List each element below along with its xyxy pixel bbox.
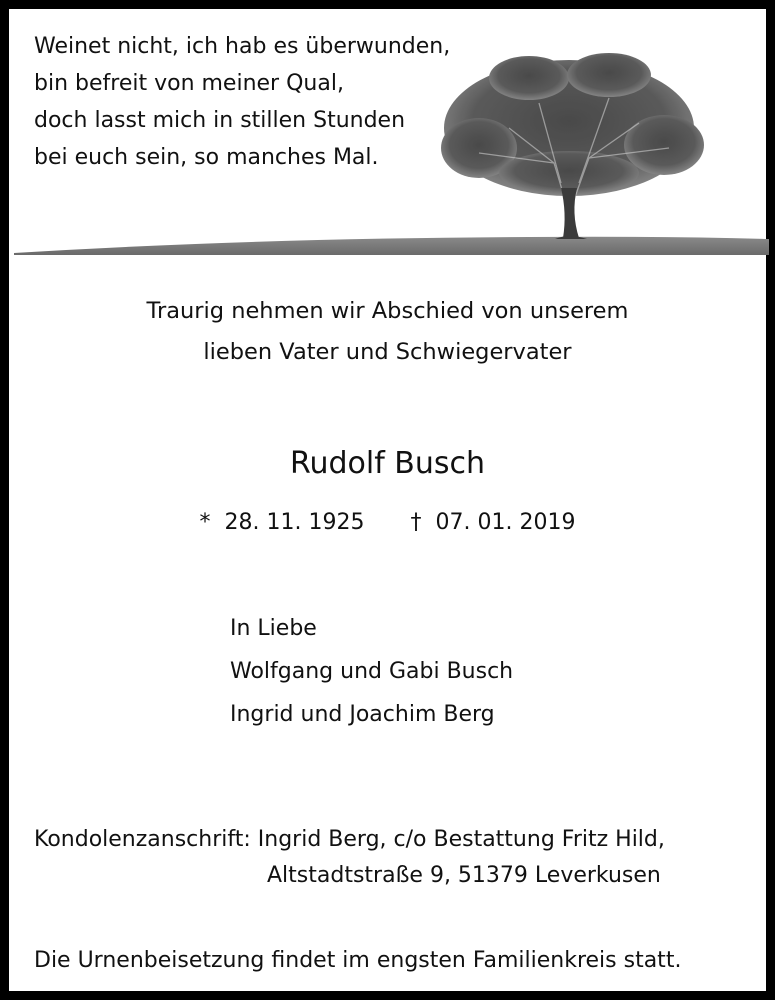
farewell-text [9,291,766,373]
mourner-line: Ingrid und Joachim Berg [230,702,495,727]
condolence-line: Kondolenzanschrift: Ingrid Berg, c/o Bestattung Fritz Hild, [34,827,665,852]
life-dates [9,506,766,540]
poem-line: doch lasst mich in stillen Stunden [34,108,406,133]
poem-line: bin befreit von meiner Qual, [34,71,344,96]
farewell-line: lieben Vater und Schwiegervater [203,339,572,365]
birth-symbol: * [199,510,211,535]
tree-icon [9,33,769,261]
mourner-line: Wolfgang und Gabi Busch [230,659,514,684]
poem-line: Weinet nicht, ich hab es überwunden, [34,34,451,59]
deceased-name: Rudolf Busch [289,446,486,481]
birth-date: 28. 11. 1925 [224,510,365,535]
death-date: 07. 01. 2019 [435,510,576,535]
farewell-line: Traurig nehmen wir Abschied von unserem [146,298,629,324]
burial-notice: Die Urnenbeisetzung findet im engsten Familienkreis statt. [34,948,682,973]
condolence-address [34,822,665,894]
mourner-line: In Liebe [230,616,317,641]
condolence-line: Altstadtstraße 9, 51379 Leverkusen [267,863,661,888]
death-symbol: † [410,510,422,535]
mourners [230,607,513,736]
poem-line: bei euch sein, so manches Mal. [34,145,379,170]
